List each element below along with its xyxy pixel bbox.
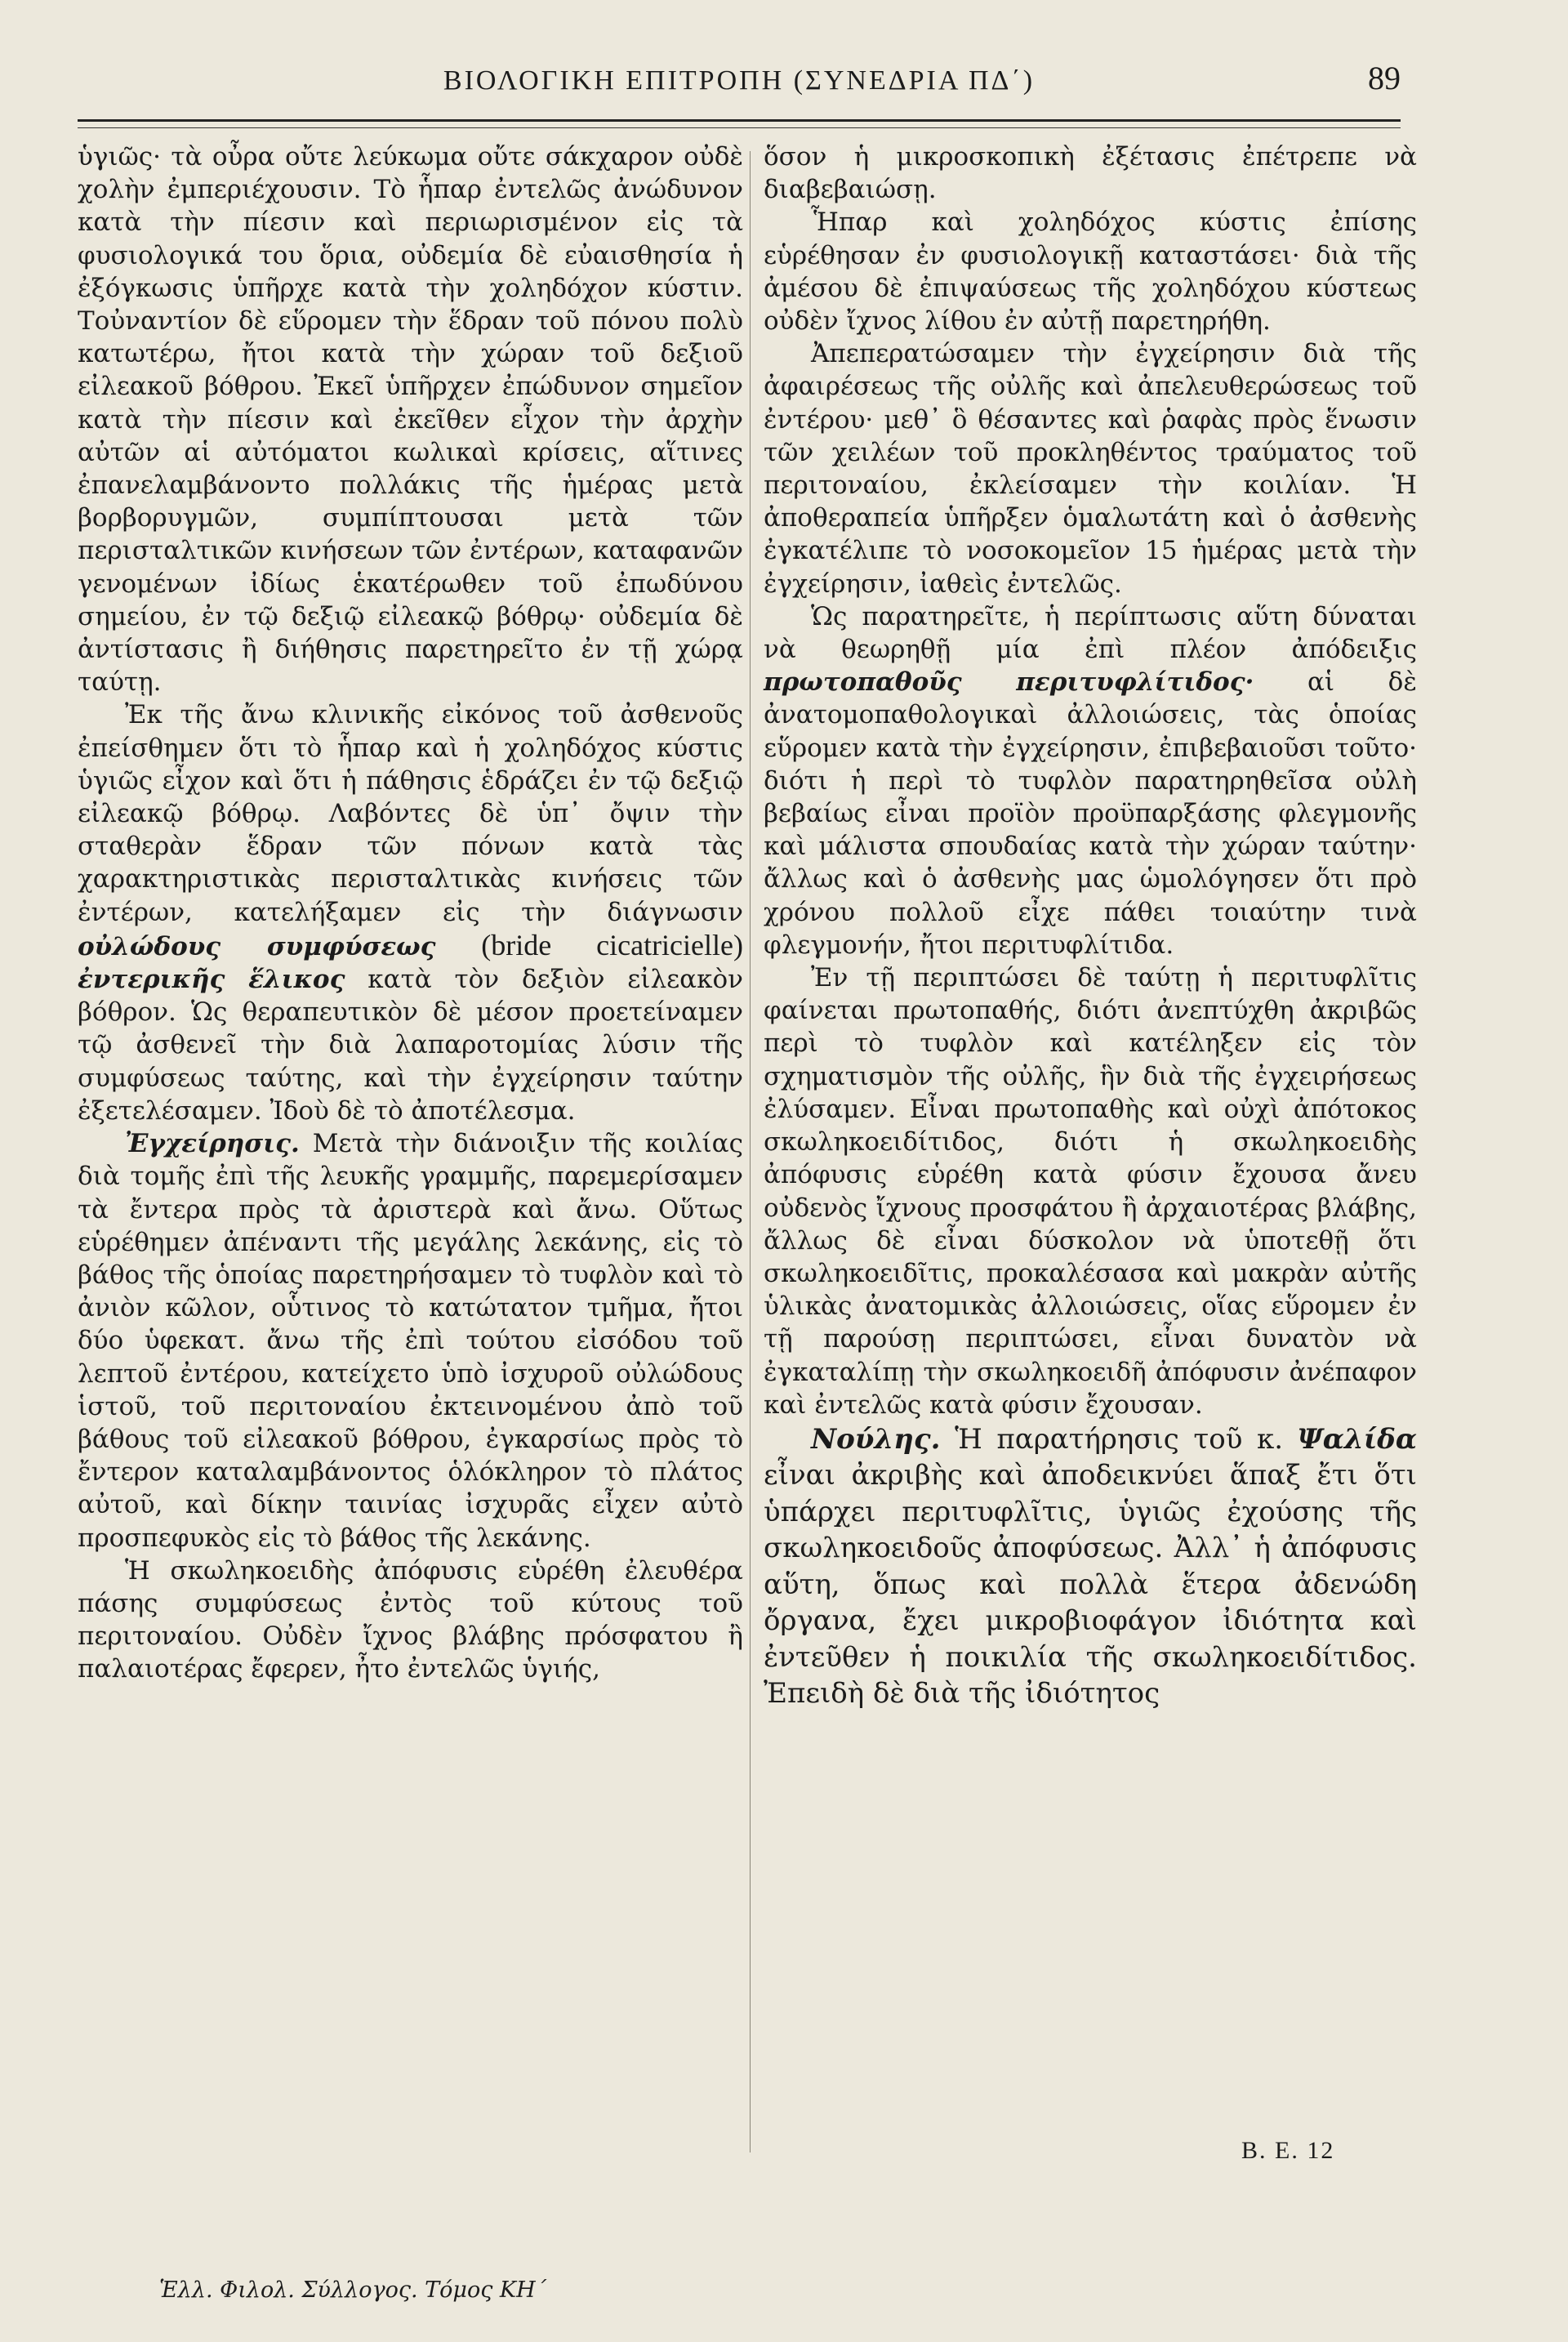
speaker-noulis: Νούλης.: [811, 1422, 941, 1456]
right-paragraph-4-text-b: αἱ δὲ ἀνατομοπαθολογικαὶ ἀλλοιώσεις, τὰς ὁποίας εὕρομεν κατὰ τὴν ἐγχείρησιν, ἐπιβεβαιοῦσι τοῦτο· διότι ἡ περὶ τὸ τυφλὸν παρατηρηθεῖσα οὐλὴ βεβαίως εἶναι προϊὸν προϋπαρξάσης φλεγμονῆς καὶ μάλιστα σπουδαίας κατὰ τὴν χώραν ταύτην· ἄλλως καὶ ὁ ἀσθενὴς μας ὡμολόγησεν ὅτι πρὸ χρόνου πολλοῦ εἶχε πάθει τοιαύτην τινὰ φλεγμονήν, ἤτοι περιτυφλίτιδα.: [764, 667, 1417, 960]
running-head: [78, 60, 1401, 114]
header-rule-thin: [78, 127, 1401, 128]
left-paragraph-2-text-b: κατὰ τὸν δεξιὸν εἰλεακὸν βόθρον. Ὡς θεραπευτικὸν δὲ μέσον προετείναμεν τῷ ἀσθενεῖ τὴν διὰ λαπαροτομίας λύσιν τῆς συμφύσεως ταύτης, καὶ τὴν ἐγχείρησιν ταύτην ἐξετελέσαμεν. Ἰδοὺ δὲ τὸ ἀποτέλεσμα.: [78, 965, 743, 1126]
name-psalida: Ψαλίδα: [1297, 1422, 1418, 1456]
signature-mark: Β. Ε. 12: [1241, 2137, 1335, 2164]
right-paragraph-3: Ἀπεπερατώσαμεν τὴν ἐγχείρησιν διὰ τῆς ἀφαιρέσεως τῆς οὐλῆς καὶ ἀπελευθερώσεως τοῦ ἐντέρου· μεθ᾽ ὃ θέσαντες καὶ ῥαφὰς πρὸς ἕνωσιν τῶν χειλέων τοῦ προκληθέντος τραύματος τοῦ περιτοναίου, ἐκλείσαμεν τὴν κοιλίαν. Ἡ ἀποθεραπεία ὑπῆρξεν ὁμαλωτάτη καὶ ὁ ἀσθενὴς ἐγκατέλιπε τὸ νοσοκομεῖον 15 ἡμέρας μετὰ τὴν ἐγχείρησιν, ἰαθεὶς ἐντελῶς.: [764, 339, 1417, 599]
left-column: [78, 141, 743, 2158]
term-enterikis-elikos: ἐντερικῆς ἕλικος: [78, 965, 345, 995]
header-rule: [78, 119, 1401, 122]
footer-note: Ἑλλ. Φιλολ. Σύλλογος. Τόμος ΚΗ΄: [159, 2277, 547, 2303]
left-paragraph-1: ὑγιῶς· τὰ οὖρα οὔτε λεύκωμα οὔτε σάκχαρον οὐδὲ χολὴν ἐμπεριέχουσιν. Τὸ ἧπαρ ἐντελῶς ἀνώδυνον κατὰ τὴν πίεσιν καὶ περιωρισμένον εἰς τὰ φυσιολογικά του ὅρια, οὐδεμία δὲ εὐαισθησία ἡ ἐξόγκωσις ὑπῆρχε κατὰ τὴν χοληδόχον κύστιν. Τοὐναντίον δὲ εὕρομεν τὴν ἕδραν τοῦ πόνου πολὺ κατωτέρω, ἤτοι κατὰ τὴν χώραν τοῦ δεξιοῦ εἰλεακοῦ βόθρου. Ἐκεῖ ὑπῆρχεν ἐπώδυνον σημεῖον κατὰ τὴν πίεσιν καὶ ἐκεῖθεν εἶχον τὴν ἀρχὴν αὐτῶν αἱ αὐτόματοι κωλικαὶ κρίσεις, αἵτινες ἐπανελαμβάνοντο πολλάκις τῆς ἡμέρας μετὰ βορβορυγμῶν, συμπίπτουσαι μετὰ τῶν περισταλτικῶν κινήσεων τῶν ἐντέρων, καταφανῶν γενομένων ἰδίως ἑκατέρωθεν τοῦ ἐπωδύνου σημείου, ἐν τῷ δεξιῷ εἰλεακῷ βόθρῳ· οὐδεμία δὲ ἀντίστασις ἢ διήθησις παρετηρεῖτο ἐν τῇ χώρᾳ ταύτῃ.: [78, 142, 743, 698]
right-paragraph-6-text-b: εἶναι ἀκριβὴς καὶ ἀποδεικνύει ἅπαξ ἔτι ὅτι ὑπάρχει περιτυφλῖτις, ὑγιῶς ἐχούσης τῆς σκωληκοειδοῦς ἀποφύσεως. Ἀλλ᾽ ἡ ἀπόφυσις αὕτη, ὅπως καὶ πολλὰ ἕτερα ἀδενώδη ὄργανα, ἔχει μικροβιοφάγον ἰδιότητα καὶ ἐντεῦθεν ἡ ποικιλία τῆς σκωληκοειδίτιδος. Ἐπειδὴ δὲ διὰ τῆς ἰδιότητος: [764, 1459, 1417, 1711]
right-paragraph-4-text-a: Ὡς παρατηρεῖτε, ἡ περίπτωσις αὕτη δύναται νὰ θεωρηθῇ μία ἐπὶ πλέον ἀπόδειξις: [764, 601, 1417, 665]
right-paragraph-6-text-a: Ἡ παρατήρησις τοῦ κ.: [955, 1422, 1284, 1456]
section-heading-egcheirisis: Ἐγχείρησις.: [125, 1129, 300, 1159]
right-column: [764, 141, 1417, 2158]
running-title: ΒΙΟΛΟΓΙΚΗ ΕΠΙΤΡΟΠΗ (ΣΥΝΕΔΡΙΑ ΠΔ΄): [443, 65, 1036, 96]
right-paragraph-1: ὅσον ἡ μικροσκοπικὴ ἐξέτασις ἐπέτρεπε νὰ διαβεβαιώσῃ.: [764, 142, 1417, 205]
column-divider: [750, 151, 751, 2152]
left-paragraph-3-text: Μετὰ τὴν διάνοιξιν τῆς κοιλίας διὰ τομῆς ἐπὶ τῆς λευκῆς γραμμῆς, παρεμερίσαμεν τὰ ἔντερα πρὸς τὰ ἀριστερὰ καὶ ἄνω. Οὕτως εὑρέθημεν ἀπέναντι τῆς μεγάλης λεκάνης, εἰς τὸ βάθος τῆς ὁποίας παρετηρήσαμεν τὸ τυφλὸν καὶ τὸ ἀνιὸν κῶλον, οὗτινος τὸ κατώτατον τμῆμα, ἤτοι δύο ὑφεκατ. ἄνω τῆς ἐπὶ τούτου εἰσόδου τοῦ λεπτοῦ ἐντέρου, κατείχετο ὑπὸ ἰσχυροῦ οὐλώδους ἱστοῦ, τοῦ περιτοναίου ἐκτεινομένου ἀπὸ τοῦ βάθους τοῦ εἰλεακοῦ βόθρου, ἐγκαρσίως πρὸς τὸ ἔντερον καταλαμβάνοντος ὁλόκληρον τὸ πλάτος αὐτοῦ, καὶ δίκην ταινίας ἰσχυρᾶς εἶχεν αὐτὸ προσπεφυκὸς εἰς τὸ βάθος τῆς λεκάνης.: [78, 1129, 743, 1553]
term-oulodous-symfyseos: οὐλώδους συμφύσεως: [78, 931, 436, 961]
right-paragraph-2: Ἧπαρ καὶ χοληδόχος κύστις ἐπίσης εὑρέθησαν ἐν φυσιολογικῇ καταστάσει· διὰ τῆς ἀμέσου δὲ ἐπιψαύσεως τῆς χοληδόχου κύστεως οὐδὲν ἴχνος λίθου ἐν αὐτῇ παρετηρήθη.: [764, 207, 1417, 337]
term-protopathous-perityflitidos: πρωτοπαθοῦς περιτυφλίτιδος·: [764, 667, 1254, 698]
latin-term-bride: (bride cicatricielle): [481, 928, 743, 961]
left-paragraph-2-text-a: Ἐκ τῆς ἄνω κλινικῆς εἰκόνος τοῦ ἀσθενοῦς ἐπείσθημεν ὅτι τὸ ἧπαρ καὶ ἡ χοληδόχος κύστις ὑγιῶς εἶχον καὶ ὅτι ἡ πάθησις ἑδράζει ἐν τῷ δεξιῷ εἰλεακῷ βόθρῳ. Λαβόντες δὲ ὑπ᾽ ὄψιν τὴν σταθερὰν ἕδραν τῶν πόνων κατὰ τὰς χαρακτηριστικὰς περισταλτικὰς κινήσεις τῶν ἐντέρων, κατελήξαμεν εἰς τὴν διάγνωσιν: [78, 700, 743, 927]
right-paragraph-6: [764, 1421, 1417, 1712]
page-number: 89: [1368, 60, 1401, 96]
left-paragraph-4: Ἡ σκωληκοειδὴς ἀπόφυσις εὑρέθη ἐλευθέρα πάσης συμφύσεως ἐντὸς τοῦ κύτους τοῦ περιτοναίου. Οὐδὲν ἴχνος βλάβης πρόσφατου ἢ παλαιοτέρας ἔφερεν, ἦτο ἐντελῶς ὑγιής,: [78, 1555, 743, 1684]
right-paragraph-4: [764, 600, 1417, 961]
left-paragraph-3: [78, 1127, 743, 1555]
right-paragraph-5: Ἐν τῇ περιπτώσει δὲ ταύτῃ ἡ περιτυφλῖτις φαίνεται πρωτοπαθής, διότι ἀνεπτύχθη ἀκριβῶς περὶ τὸ τυφλὸν καὶ κατέληξεν εἰς τὸν σχηματισμὸν τῆς οὐλῆς, ἣν διὰ τῆς ἐγχειρήσεως ἐλύσαμεν. Εἶναι πρωτοπαθὴς καὶ οὐχὶ ἀπότοκος σκωληκοειδίτιδος, διότι ἡ σκωληκοειδὴς ἀπόφυσις εὑρέθη κατὰ φύσιν ἔχουσα ἄνευ οὐδενὸς ἴχνους προσφάτου ἢ ἀρχαιοτέρας βλάβης, ἄλλως δὲ εἶναι δύσκολον νὰ ὑποτεθῇ ὅτι σκωληκοειδῖτις, προκαλέσασα καὶ μακρὰν αὐτῆς ὑλικὰς ἀνατομικὰς ἀλλοιώσεις, οἵας εὕρομεν ἐν τῇ παρούσῃ περιπτώσει, εἶναι δυνατὸν νὰ ἐγκαταλίπῃ τὴν σκωληκοειδῆ ἀπόφυσιν ἀνέπαφον καὶ ἐντελῶς κατὰ φύσιν ἔχουσαν.: [764, 963, 1417, 1420]
left-paragraph-2: [78, 698, 743, 1127]
